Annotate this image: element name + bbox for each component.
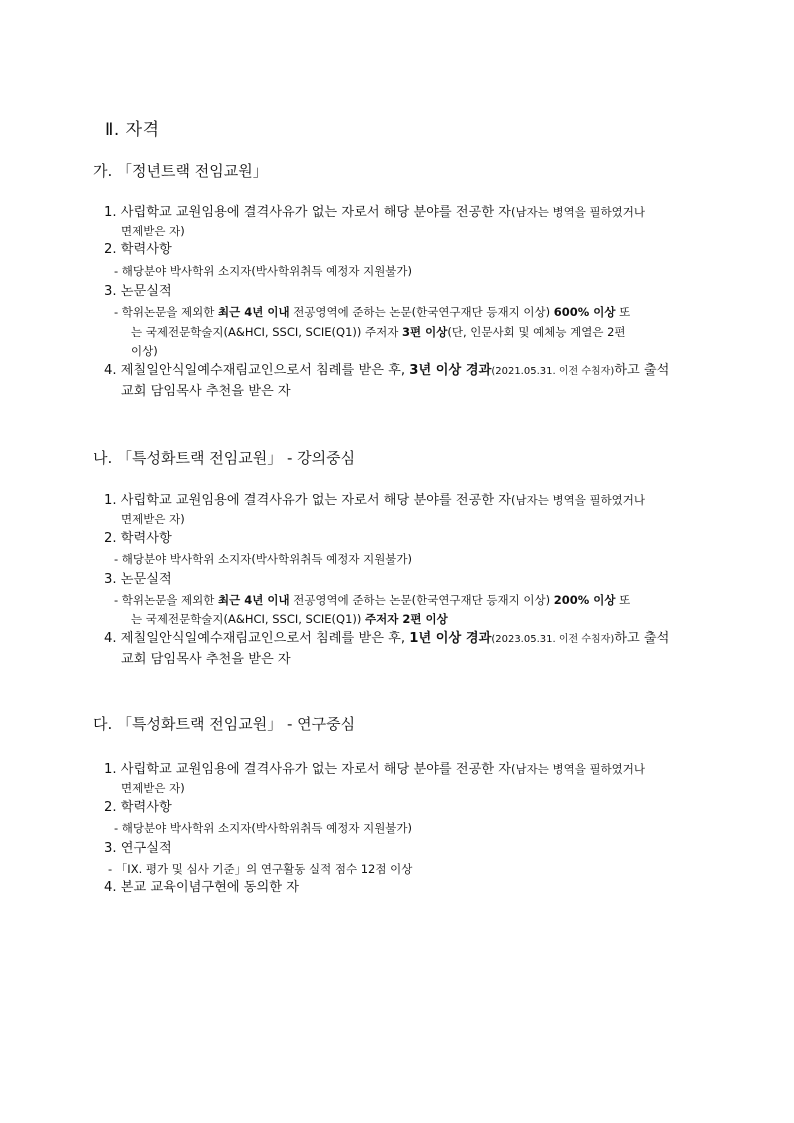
ga-item4-line2: 교회 담임목사 추천을 받은 자 bbox=[121, 384, 291, 399]
ga-item3-sub2-bold: 3편 이상 bbox=[402, 325, 448, 339]
da-item3: 3. 연구실적 bbox=[104, 841, 172, 856]
ga-item1-line2: 면제받은 자) bbox=[121, 224, 185, 238]
da-item2: 2. 학력사항 bbox=[104, 800, 172, 815]
na-item3-sub-line2 bbox=[131, 610, 448, 628]
na-item4-bold: 1년 이상 경과 bbox=[409, 631, 492, 646]
na-item3: 3. 논문실적 bbox=[104, 572, 172, 587]
ga-item3-sub-bold1: 최근 4년 이내 bbox=[218, 305, 290, 319]
na-item4-text2: 하고 출석 bbox=[614, 631, 670, 646]
ga-item1-note: (남자는 병역을 필하였거나 bbox=[511, 205, 646, 219]
ga-item3-sub-text: - 학위논문을 제외한 bbox=[114, 305, 218, 319]
na-item4-line2: 교회 담임목사 추천을 받은 자 bbox=[121, 652, 291, 667]
na-item4-note: (2023.05.31. 이전 수침자) bbox=[491, 634, 615, 645]
da-item1-note: (남자는 병역을 필하였거나 bbox=[511, 762, 646, 776]
ga-item3-sub-text3: 또 bbox=[615, 305, 631, 319]
section-title-da: 다. 「특성화트랙 전임교원」 - 연구중심 bbox=[93, 715, 356, 733]
ga-item3-sub-line2 bbox=[131, 323, 626, 341]
ga-item3: 3. 논문실적 bbox=[104, 284, 172, 299]
ga-item4-bold: 3년 이상 경과 bbox=[409, 363, 492, 378]
ga-item3-sub-line1 bbox=[114, 303, 630, 321]
na-item3-sub-bold1: 최근 4년 이내 bbox=[218, 593, 290, 607]
na-item4-line1 bbox=[104, 630, 669, 649]
na-item1-line2: 면제받은 자) bbox=[121, 512, 185, 526]
na-item2: 2. 학력사항 bbox=[104, 531, 172, 546]
na-item1-text: 1. 사립학교 교원임용에 결격사유가 없는 자로서 해당 분야를 전공한 자 bbox=[104, 493, 512, 508]
da-item3-sub: - 「IX. 평가 및 심사 기준」의 연구활동 실적 점수 12점 이상 bbox=[108, 862, 413, 876]
section-title-ga: 가. 「정년트랙 전임교원」 bbox=[93, 162, 268, 180]
ga-item4-note: (2021.05.31. 이전 수침자) bbox=[491, 366, 615, 377]
na-item3-sub-text: - 학위논문을 제외한 bbox=[114, 593, 218, 607]
da-item1-line1 bbox=[104, 760, 645, 779]
na-item4-text: 4. 제칠일안식일예수재림교인으로서 침례를 받은 후, bbox=[104, 631, 410, 646]
page-heading: Ⅱ. 자격 bbox=[105, 120, 160, 140]
na-item1-line1 bbox=[104, 491, 645, 510]
ga-item1-line1 bbox=[104, 203, 694, 222]
ga-item3-sub-text2: 전공영역에 준하는 논문(한국연구재단 등재지 이상) bbox=[289, 305, 554, 319]
na-item2-sub: - 해당분야 박사학위 소지자(박사학위취득 예정자 지원불가) bbox=[114, 552, 413, 566]
ga-item3-sub2-text2: (단, 인문사회 및 예체능 계열은 2편 bbox=[447, 325, 626, 339]
da-item1-text: 1. 사립학교 교원임용에 결격사유가 없는 자로서 해당 분야를 전공한 자 bbox=[104, 762, 512, 777]
na-item3-sub-text3: 또 bbox=[615, 593, 631, 607]
na-item3-sub-bold2: 200% 이상 bbox=[553, 593, 616, 607]
na-item3-sub-line1 bbox=[114, 591, 630, 609]
ga-item2-sub: - 해당분야 박사학위 소지자(박사학위취득 예정자 지원불가) bbox=[114, 264, 413, 278]
da-item2-sub: - 해당분야 박사학위 소지자(박사학위취득 예정자 지원불가) bbox=[114, 821, 413, 835]
ga-item1-text: 1. 사립학교 교원임용에 결격사유가 없는 자로서 해당 분야를 전공한 자 bbox=[104, 205, 512, 220]
ga-item3-sub-line3: 이상) bbox=[131, 344, 158, 358]
na-item3-sub2-bold: 주저자 2편 이상 bbox=[365, 612, 448, 626]
ga-item3-sub2-text: 는 국제전문학술지(A&HCI, SSCI, SCIE(Q1)) 주저자 bbox=[131, 325, 403, 339]
section-title-na: 나. 「특성화트랙 전임교원」 - 강의중심 bbox=[93, 449, 356, 467]
ga-item2: 2. 학력사항 bbox=[104, 242, 172, 257]
na-item3-sub-text2: 전공영역에 준하는 논문(한국연구재단 등재지 이상) bbox=[289, 593, 554, 607]
da-item4: 4. 본교 교육이념구현에 동의한 자 bbox=[104, 880, 299, 895]
na-item3-sub2-text: 는 국제전문학술지(A&HCI, SSCI, SCIE(Q1)) bbox=[131, 612, 366, 626]
da-item1-line2: 면제받은 자) bbox=[121, 781, 185, 795]
ga-item4-text: 4. 제칠일안식일예수재림교인으로서 침례를 받은 후, bbox=[104, 363, 410, 378]
ga-item3-sub-bold2: 600% 이상 bbox=[553, 305, 616, 319]
na-item1-note: (남자는 병역을 필하였거나 bbox=[511, 493, 646, 507]
ga-item4-text2: 하고 출석 bbox=[614, 363, 670, 378]
ga-item4-line1 bbox=[104, 362, 669, 381]
